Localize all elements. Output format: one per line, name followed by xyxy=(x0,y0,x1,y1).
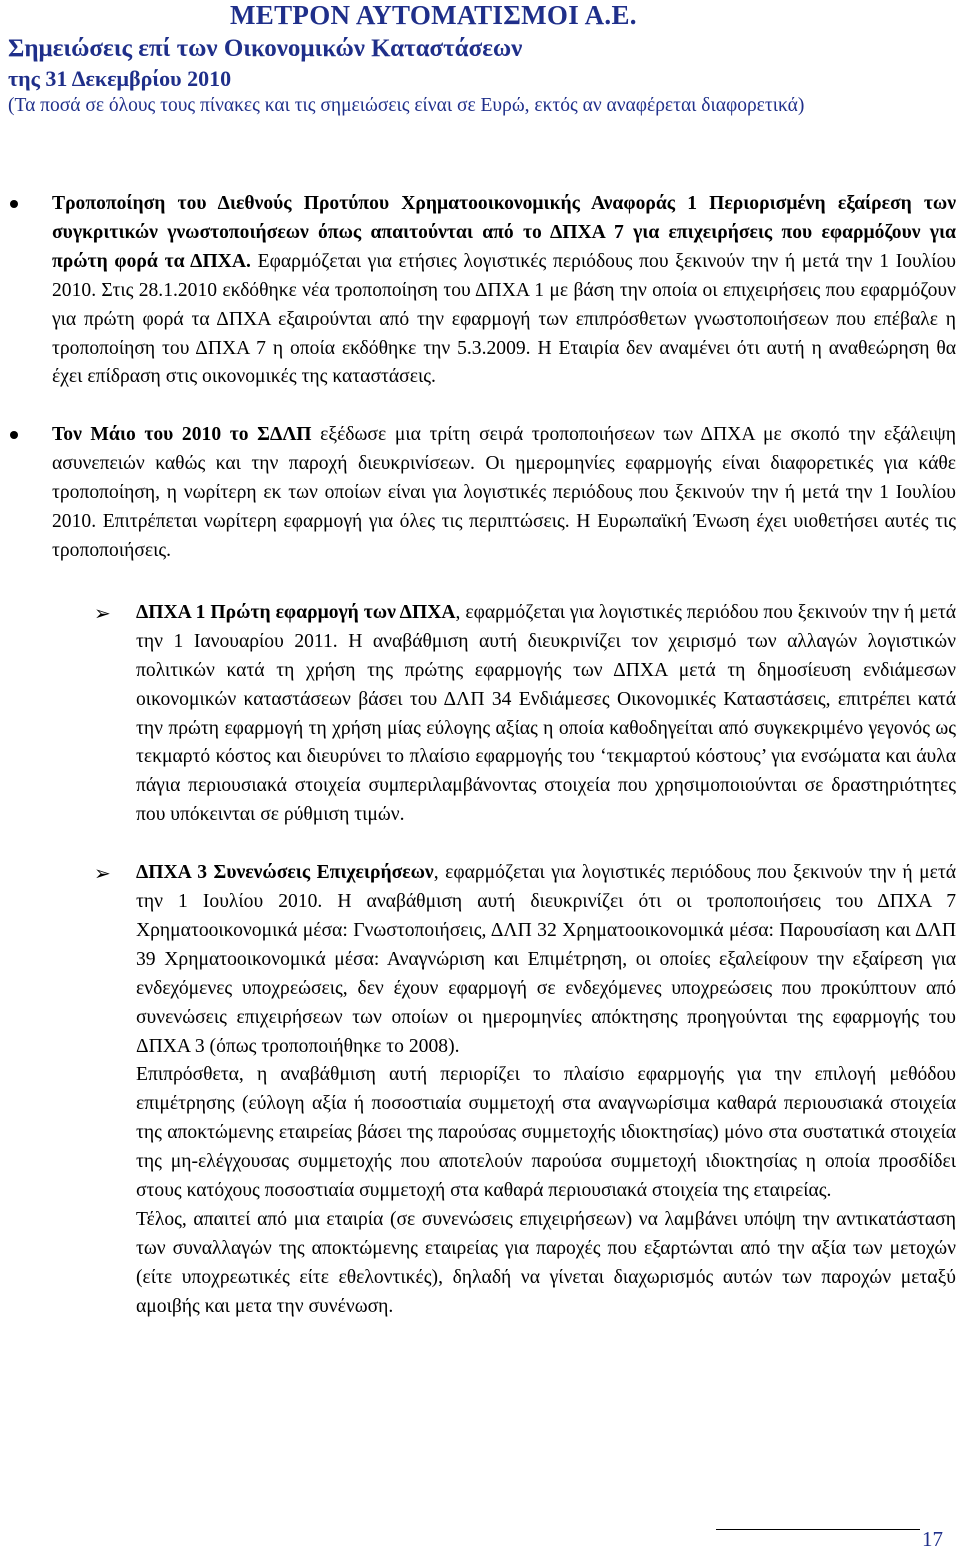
subitem-paragraph-2: Επιπρόσθετα, η αναβάθμιση αυτή περιορίζει το πλαίσιο εφαρμογής για την επιλογή μεθόδου επιμέτρησης (εύλογη αξία ή ποσοστιαία συμμετοχή στα αναγνωρίσιμα καθαρά περιουσιακά στοιχεία της αποκτώμενης εταιρείας βάσει της παρούσας συμμετοχής ιδιοκτησίας) μόνο στα συστατικά στοιχεία της μη-ελέγχουσας συμμετοχής που αποτελούν παρούσα συμμετοχή ιδιοκτησίας η οποία προσδίδει στους κατόχους ποσοστιαία συμμετοχή στα καθαρά περιουσιακά στοιχεία της εταιρείας. xyxy=(136,1064,956,1202)
page-header xyxy=(8,0,952,118)
subitem-ifrs1 xyxy=(94,599,956,830)
bullet-body: εξέδωσε μια τρίτη σειρά τροποποιήσεων των ΔΠΧΑ με σκοπό την εξάλειψη ασυνεπειών καθώς και την παροχή διευκρινίσεων. Οι ημερομηνίες εφαρμογής είναι διαφορετικές για κάθε τροποποίηση, η νωρίτερη εκ των οποίων είναι για λογιστικές περιόδους που ξεκινούν την ή μετά την 1 Ιουλίου 2010. Επιτρέπεται νωρίτερη εφαρμογή για όλες τις περιπτώσεις. Η Ευρωπαϊκή Ένωση έχει υιοθετήσει αυτές τις τροποποιήσεις. xyxy=(52,424,956,561)
arrow-bullet-icon: ➢ xyxy=(94,600,111,625)
bullet-item-ifrs1-limited-exemption xyxy=(52,190,956,392)
bullet-item-annual-improvements xyxy=(52,421,956,566)
bullet-paragraph xyxy=(52,421,956,566)
bullet-dot-icon xyxy=(10,431,18,439)
subitem-paragraph-3: Τέλος, απαιτεί από μια εταιρία (σε συνενώσεις επιχειρήσεων) να λαμβάνει υπόψη την αντικατάσταση των συναλλαγών της αποκτώμενης εταιρείας για παροχές που εξαρτώνται από την αξία των μετοχών (είτε υποχρεωτικές είτε εθελοντικές), δηλαδή να γίνεται διαχωρισμός αυτών των παροχών μεταξύ αμοιβής και μετα την συνένωση. xyxy=(136,1209,956,1317)
bullet-paragraph xyxy=(52,190,956,392)
company-name: ΜΕΤΡΟΝ ΑΥΤΟΜΑΤΙΣΜΟΙ Α.Ε. xyxy=(230,0,637,30)
bullet-body: Εφαρμόζεται για ετήσιες λογιστικές περιόδους που ξεκινούν την ή μετά την 1 Ιουλίου 2010. Στις 28.1.2010 εκδόθηκε νέα τροποποίηση του ΔΠΧΑ 1 με βάση την οποία οι επιχειρήσεις που εφαρμόζουν για πρώτη φορά τα ΔΠΧΑ εξαιρούνται από την εφαρμογή των επιπρόσθετων γνωστοποιήσεων που επέβαλε η τροποποίηση του ΔΠΧΑ 7 η οποία εκδόθηκε την 5.3.2009. Η Εταιρία δεν αναμένει ότι αυτή η αναθεώρηση θα έχει επίδραση στις οικονομικές της καταστάσεις. xyxy=(52,250,956,388)
currency-note: (Τα ποσά σε όλους τους πίνακες και τις σημειώσεις είναι σε Ευρώ, εκτός αν αναφέρεται διαφορετικά) xyxy=(8,95,805,116)
arrow-bullet-icon: ➢ xyxy=(94,861,111,886)
subitem-paragraph xyxy=(136,599,956,830)
footer-rule xyxy=(716,1529,920,1530)
page-number: 17 xyxy=(922,1527,943,1551)
document-body xyxy=(52,190,956,1322)
subitem-ifrs3 xyxy=(94,859,956,1322)
statement-date: της 31 Δεκεμβρίου 2010 xyxy=(8,66,232,91)
subitem-title: ΔΠΧΑ 1 Πρώτη εφαρμογή των ΔΠΧΑ xyxy=(136,601,456,623)
subitem-title: ΔΠΧΑ 3 Συνενώσεις Επιχειρήσεων xyxy=(136,862,434,884)
subitem-paragraph xyxy=(136,859,956,1061)
bullet-dot-icon xyxy=(10,200,18,208)
subitem-body: , εφαρμόζεται για λογιστικές περιόδους που ξεκινούν την ή μετά την 1 Ιουλίου 2010. Η αναβάθμιση αυτή διευκρινίζει ότι οι τροποποιήσεις του ΔΠΧΑ 7 Χρηματοοικονομικά μέσα: Γνωστοποιήσεις, ΔΛΠ 32 Χρηματοοικονομικά μέσα: Παρουσίαση και ΔΛΠ 39 Χρηματοοικονομικά μέσα: Αναγνώριση και Επιμέτρηση, οι οποίες εξαλείφουν την εξαίρεση για ενδεχόμενες υποχρεώσεις, δεν έχουν εφαρμογή σε ενδεχόμενες υποχρεώσεις που προκύπτουν από συνενώσεις επιχειρήσεων των οποίων οι ημερομηνίες απόκτησης προηγούνται της εφαρμογής του ΔΠΧΑ 3 (όπως τροποποιήθηκε το 2008). xyxy=(136,862,956,1057)
bullet-title: Τον Μάιο του 2010 το ΣΔΛΠ xyxy=(52,424,312,446)
notes-title: Σημειώσεις επί των Οικονομικών Καταστάσεων xyxy=(8,35,523,62)
subitem-body: , εφαρμόζεται για λογιστικές περιόδου που ξεκινούν την ή μετά την 1 Ιανουαρίου 2011. Η αναβάθμιση αυτή διευκρινίζει τον χειρισμό των αλλαγών λογιστικών πολιτικών κατά τη χρήση της πρώτης εφαρμογής των ΔΠΧΑ μετά τη δημοσίευση ενδιάμεσων οικονομικών καταστάσεων βάσει του ΔΛΠ 34 Ενδιάμεσες Οικονομικές Καταστάσεις, επιτρέπει κατά την πρώτη εφαρμογή τη χρήση μίας εύλογης αξίας η οποία καθοδηγείται από συγκεκριμένο γεγονός ως τεκμαρτό κόστος και διευρύνει το πλαίσιο εφαρμογής του ‘τεκμαρτού κόστους’ για ενσώματα και άυλα πάγια περιουσιακά στοιχεία συμπεριλαμβάνοντας στοιχεία που χρησιμοποιούνται σε δραστηριότητες που υπόκεινται σε ρύθμιση τιμών. xyxy=(136,601,956,826)
bullet-title: Τροποποίηση του Διεθνούς Προτύπου Χρηματοοικονομικής Αναφοράς 1 Περιορισμένη εξαίρεση των συγκριτικών γνωστοποιήσεων όπως απαιτούνται από το ΔΠΧΑ 7 για επιχειρήσεις που εφαρμόζουν για πρώτη φορά τα ΔΠΧΑ. xyxy=(52,193,956,272)
